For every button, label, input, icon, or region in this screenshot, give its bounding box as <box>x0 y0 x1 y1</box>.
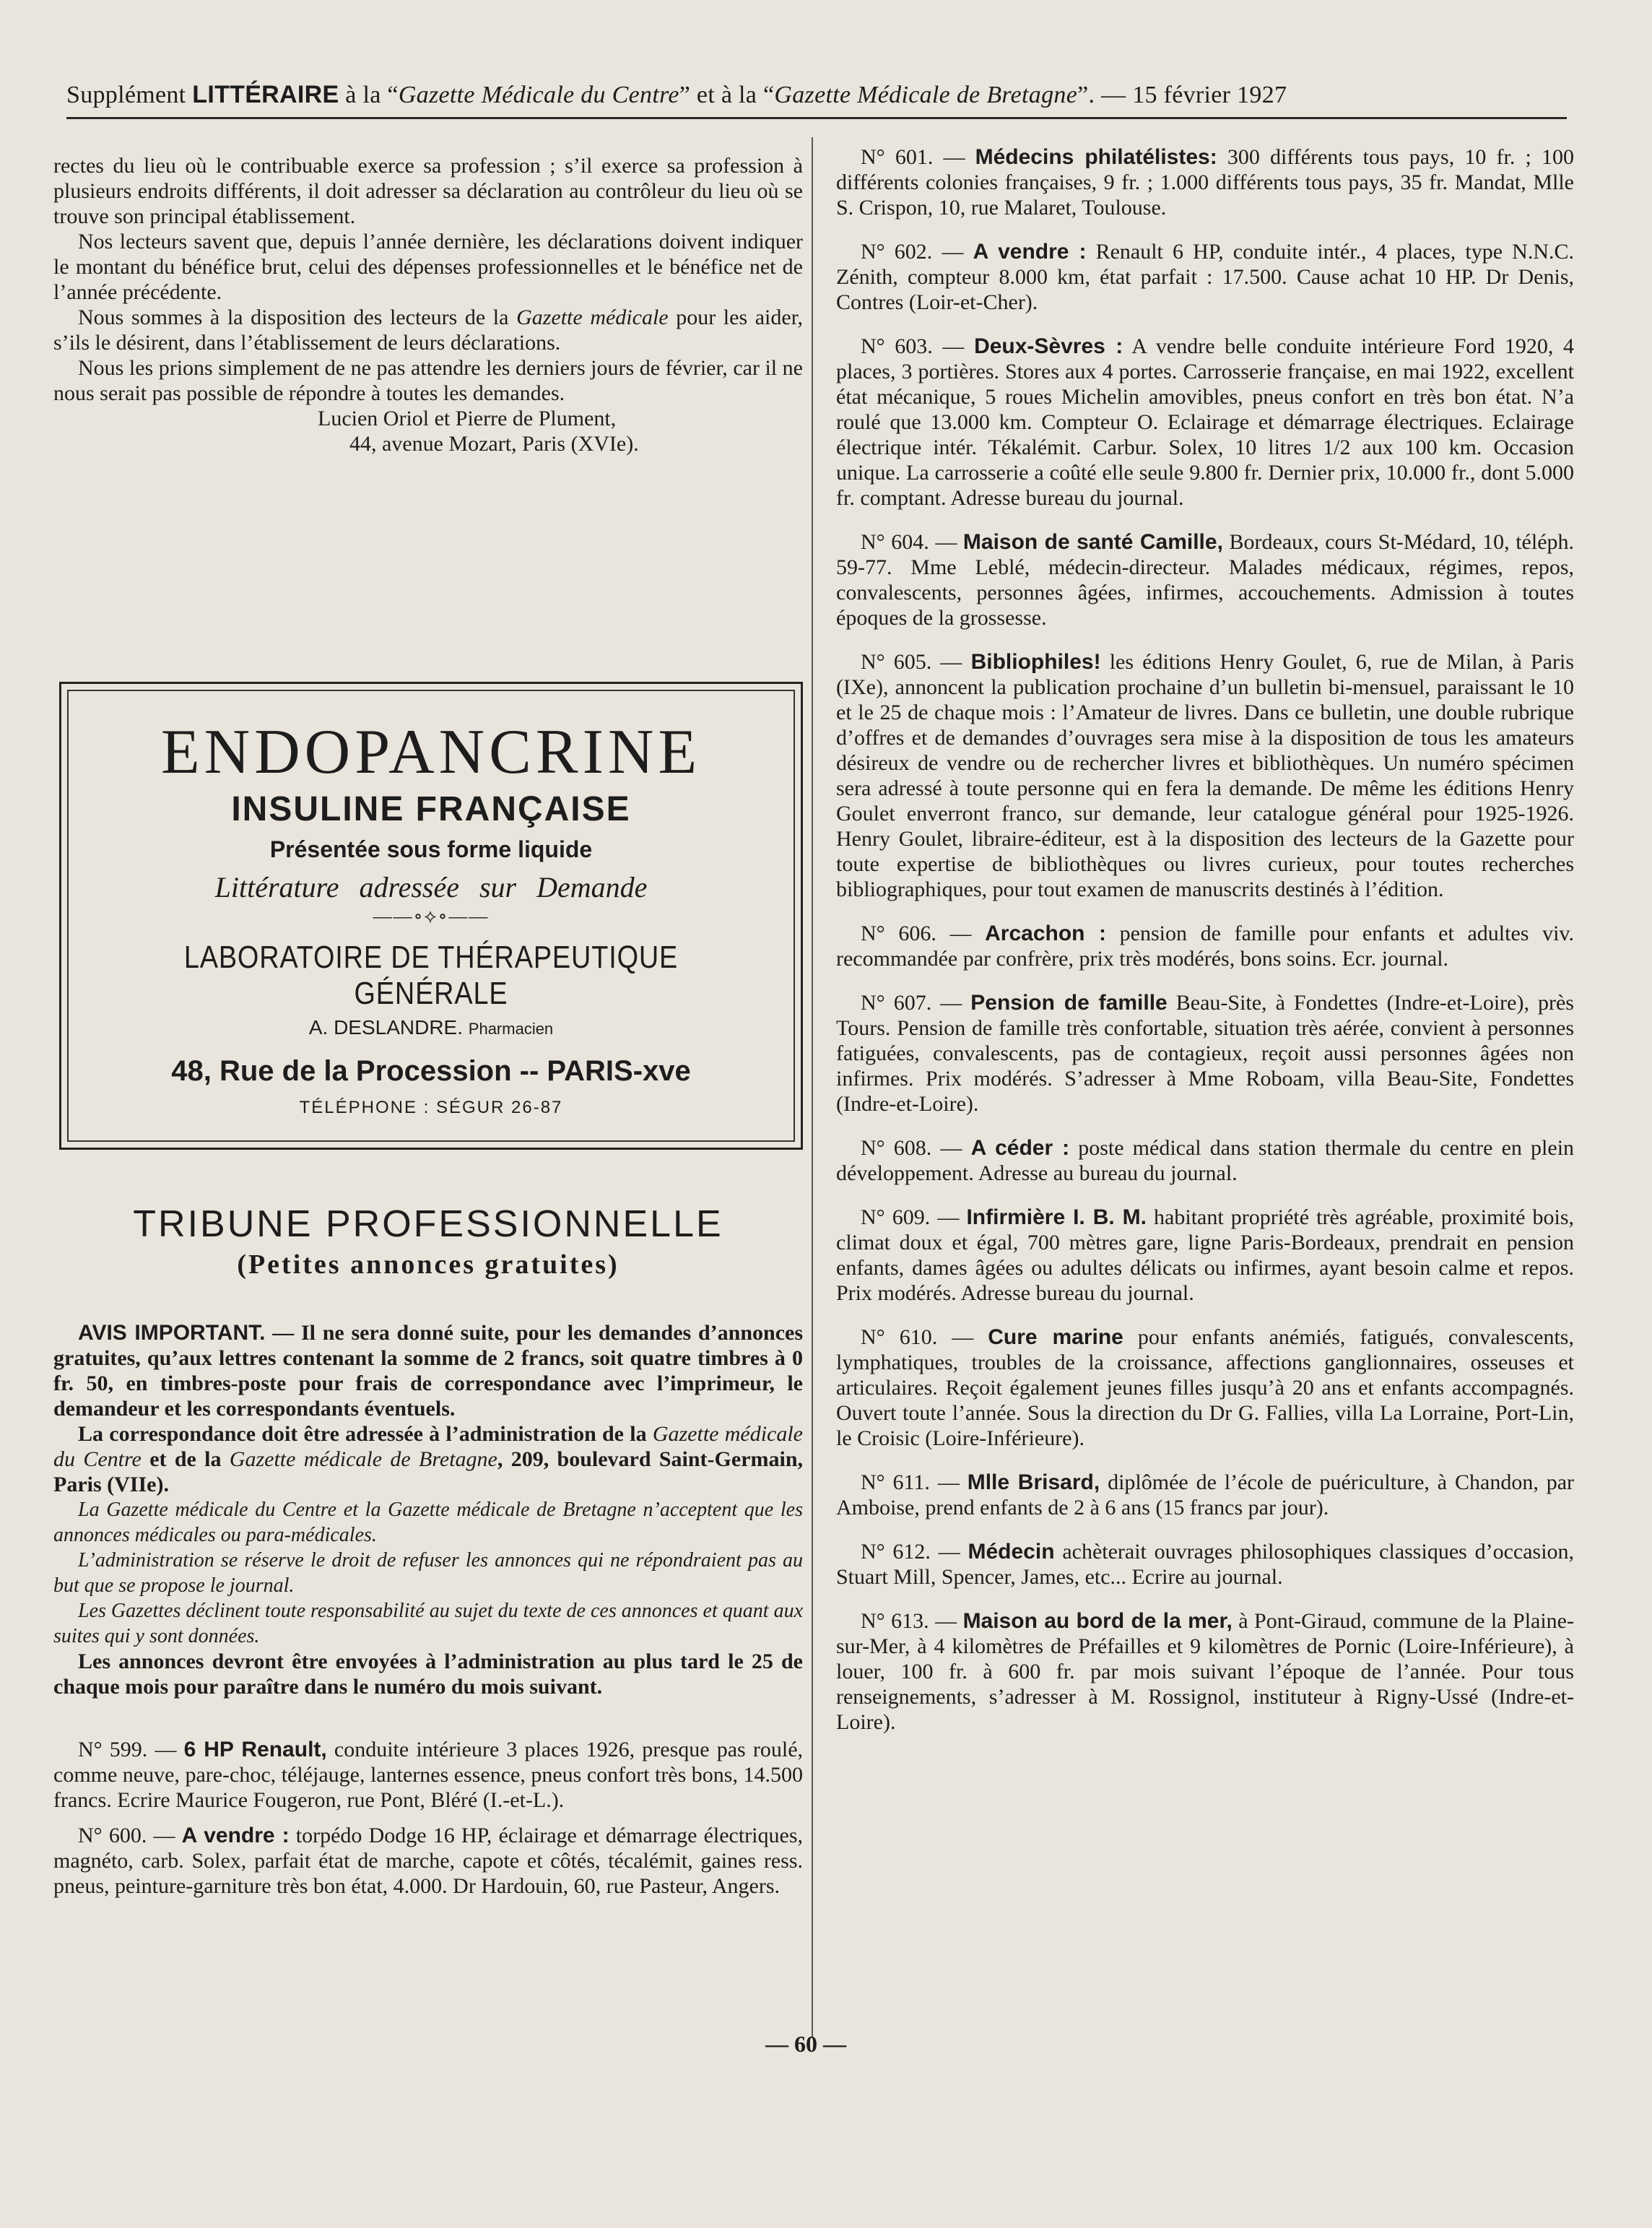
annonce-num: N° 607. — <box>861 991 962 1015</box>
avis-last: Les annonces devront être envoyées à l’administration au plus tard le 25 de chaque mois pour paraître dans le numéro du mois suivant. <box>53 1650 803 1699</box>
column-divider <box>812 137 813 2037</box>
ad-liquid: Présentée sous forme liquide <box>269 836 593 862</box>
ad-pharmacist-title: Pharmacien <box>468 1020 554 1038</box>
spacer <box>836 1590 1574 1608</box>
annonce-605 <box>836 649 1574 902</box>
ad-telephone: TÉLÉPHONE : SÉGUR 26-87 <box>299 1098 563 1117</box>
annonce-num: N° 603. — <box>861 334 965 358</box>
corr-i1: Gazette médicale du Centre <box>53 1422 803 1471</box>
header-pre: Supplément <box>66 82 186 108</box>
page-number: — 60 — <box>765 2031 846 2057</box>
header-date: ”. — 15 février 1927 <box>1077 82 1287 108</box>
running-header <box>66 81 1567 109</box>
intro-paragraph-2: Nos lecteurs savent que, depuis l’année dernière, les déclarations doivent indiquer le montant du bénéfice brut, celui des dépenses professionnelles et le bénéfice net de l’année précédente. <box>53 230 803 304</box>
spacer <box>836 511 1574 529</box>
right-column-annonces <box>836 144 1574 1735</box>
spacer <box>53 1813 803 1823</box>
annonce-num: N° 599. — <box>78 1738 177 1761</box>
annonce-612 <box>836 1539 1574 1590</box>
annonce-607 <box>836 990 1574 1117</box>
annonce-text: habitant propriété très agréable, proximité bois, climat doux et égal, 700 mètres gare, ligne Paris-Bordeaux, prendrait en pension enfants, dames âgées ou adultes délicats ou infirmes, ayant besoin calme et repos. Prix modérés. Adresse bureau du journal. <box>836 1205 1574 1305</box>
header-rule <box>66 117 1567 119</box>
annonce-num: N° 610. — <box>861 1325 974 1349</box>
annonce-title: Maison au bord de la mer, <box>962 1609 1233 1633</box>
avis-it2: L’administration se réserve le droit de refuser les annonces qui ne répondraient pas au but que se propose le journal. <box>53 1549 803 1597</box>
left-column-intro <box>53 153 803 456</box>
annonce-title: 6 HP Renault, <box>183 1738 327 1761</box>
annonce-text: pension de famille pour enfants et adultes viv. recommandée par confrère, prix très modérés, bons soins. Ecr. journal. <box>836 922 1574 971</box>
header-pub2: Gazette Médicale de Bretagne <box>774 82 1078 108</box>
tribune-subtitle: (Petites annonces gratuites) <box>237 1249 620 1280</box>
annonce-613 <box>836 1608 1574 1735</box>
left-column-annonces <box>53 1320 803 1899</box>
annonce-text: poste médical dans station thermale du centre en plein développement. Adresse au bureau du journal. <box>836 1136 1575 1185</box>
signature-line-2: 44, avenue Mozart, Paris (XVIe). <box>349 432 639 456</box>
annonce-text: Renault 6 HP, conduite intér., 4 places, type N.N.C. Zénith, compteur 8.000 km, état parfait : 17.500. Cause achat 10 HP. Dr Denis, Contres (Loir-et-Cher). <box>836 240 1575 314</box>
avis-important <box>53 1320 803 1421</box>
annonce-title: Mlle Brisard, <box>967 1470 1100 1494</box>
annonce-text: achèterait ouvrages philosophiques classiques d’occasion, Stuart Mill, Spencer, James, etc... Ecrire au journal. <box>836 1540 1575 1589</box>
annonce-title: Infirmière I. B. M. <box>966 1205 1147 1229</box>
annonce-602 <box>836 239 1574 315</box>
tribune-title: TRIBUNE PROFESSIONNELLE <box>133 1203 723 1245</box>
annonce-599 <box>53 1737 803 1813</box>
annonce-text: les éditions Henry Goulet, 6, rue de Milan, à Paris (IXe), annoncent la publication prochaine d’un bulletin bi-mensuel, paraissant le 10 et le 25 de chaque mois : l’Amateur de livres. Dans ce bulletin, une double rubrique d’offres et de demandes d’ouvrages sera mise à la disposition de tous les amateurs désireux de vendre ou de rechercher livres et bibliothèques. Un numéro spécimen sera adressé à toute personne qui en fera la demande. De même les éditions Henry Goulet enverront franco, sur demande, leur catalogue général pour 1925-1926. Henry Goulet, libraire-éditeur, est à la disposition des lecteurs de la Gazette pour toute expertise de bibliothèques ou livres curieux, pour toutes recherches bibliographiques, pour tout examen de manuscrits destinés à l’édition. <box>836 650 1574 901</box>
annonce-title: Bibliophiles! <box>970 650 1101 674</box>
annonce-606 <box>836 921 1574 971</box>
spacer <box>836 1117 1574 1135</box>
annonce-num: N° 612. — <box>861 1540 960 1564</box>
corr-c: , 209, boulevard Saint-Germain, Paris (VIIe). <box>53 1447 804 1496</box>
annonce-title: Maison de santé Camille, <box>962 530 1223 554</box>
header-pub1: Gazette Médicale du Centre <box>398 82 679 108</box>
spacer <box>836 1186 1574 1205</box>
annonce-text: conduite intérieure 3 places 1926, presque pas roulé, comme neuve, pare-choc, téléjauge, lanternes essence, pneus confort très bons, 14.500 francs. Ecrire Maurice Fougeron, rue Pont, Bléré (I.-et-L.). <box>53 1738 804 1812</box>
avis-it1: La Gazette médicale du Centre et la Gazette médicale de Bretagne n’acceptent que les annonces médicales ou para-médicales. <box>53 1499 803 1546</box>
annonce-num: N° 601. — <box>861 145 965 169</box>
avis-lead: AVIS IMPORTANT. <box>78 1321 266 1345</box>
avis-it3: Les Gazettes déclinent toute responsabilité au sujet du texte de ces annonces et quant aux suites qui y sont données. <box>53 1600 803 1647</box>
spacer <box>836 315 1574 334</box>
ad-subtitle: INSULINE FRANÇAISE <box>231 790 631 828</box>
ornament-icon: ——∘⟡∘—— <box>373 906 490 927</box>
p3-italic: Gazette médicale <box>516 305 669 329</box>
avis-text: — Il ne sera donné suite, pour les demandes d’annonces gratuites, qu’aux lettres contenant la somme de 2 francs, soit quatre timbres à 0 fr. 50, en timbres-poste pour frais de correspondance avec l’imprimeur, le demandeur et les correspondants éventuels. <box>53 1321 803 1421</box>
annonce-601 <box>836 144 1574 220</box>
annonce-num: N° 611. — <box>861 1470 960 1494</box>
corr-i2: Gazette médicale de Bretagne <box>229 1447 497 1471</box>
annonce-title: A vendre : <box>181 1824 290 1847</box>
annonce-title: Arcachon : <box>985 922 1106 945</box>
spacer <box>836 971 1574 990</box>
annonce-611 <box>836 1470 1574 1520</box>
annonce-title: A céder : <box>970 1136 1070 1160</box>
annonce-num: N° 605. — <box>861 650 962 674</box>
ad-laboratory: LABORATOIRE DE THÉRAPEUTIQUE GÉNÉRALE <box>183 940 679 1011</box>
annonce-num: N° 608. — <box>861 1136 962 1160</box>
avis-italic-2 <box>53 1548 803 1598</box>
annonce-text: 300 différents tous pays, 10 fr. ; 100 différents colonies françaises, 9 fr. ; 1.000 différents tous pays, 35 fr. Mandat, Mlle S. Crispon, 10, rue Malaret, Toulouse. <box>836 145 1574 220</box>
ad-title: ENDOPANCRINE <box>160 717 702 787</box>
annonce-title: Cure marine <box>988 1325 1123 1349</box>
spacer <box>836 630 1574 649</box>
annonce-num: N° 600. — <box>78 1824 175 1847</box>
spacer <box>836 220 1574 239</box>
intro-paragraph-4: Nous les prions simplement de ne pas attendre les derniers jours de février, car il ne nous serait pas possible de répondre à toutes les demandes. <box>53 356 803 405</box>
annonce-text: Bordeaux, cours St-Médard, 10, téléph. 59-77. Mme Leblé, médecin-directeur. Malades médicaux, régimes, repos, convalescents, personnes âgées, infirmes, accouchements. Admission à toutes époques de la grossesse. <box>836 530 1575 630</box>
p3-text-b: pour les aider, s’ils le désirent, dans l’établissement de leurs déclarations. <box>53 305 803 355</box>
annonce-609 <box>836 1205 1574 1306</box>
annonce-num: N° 602. — <box>861 240 964 264</box>
annonce-title: Pension de famille <box>970 991 1168 1015</box>
annonce-num: N° 604. — <box>861 530 957 554</box>
annonce-604 <box>836 529 1574 630</box>
annonce-text: diplômée de l’école de puériculture, à Chandon, par Amboise, prend enfants de 2 à 6 ans (15 francs par jour). <box>836 1470 1575 1520</box>
spacer <box>836 1451 1574 1470</box>
tribune-heading <box>53 1202 803 1280</box>
ad-pharmacist <box>69 1016 794 1039</box>
intro-paragraph-3 <box>53 305 803 355</box>
signature-line-1: Lucien Oriol et Pierre de Plument, <box>318 407 617 430</box>
annonce-text: A vendre belle conduite intérieure Ford 1920, 4 places, 3 portières. Stores aux 4 portes. Carrosserie française, en mai 1922, excellent état mécanique, 5 roues Michelin amovibles, pneus confort en très bon état. N’a roulé que 13.000 km. Compteur O. Eclairage et démarrage électriques. Eclairage électrique intér. Tékalémit. Carbur. Solex, 10 litres 1/2 aux 100 km. Occasion unique. La carrosserie a coûté elle seule 9.800 fr. Dernier prix, 10.000 fr., dont 5.000 fr. comptant. Adresse bureau du journal. <box>836 334 1575 510</box>
header-bold: LITTÉRAIRE <box>192 81 339 108</box>
ad-inner-border <box>67 690 795 1142</box>
annonce-title: Deux-Sèvres : <box>974 334 1123 358</box>
annonce-610 <box>836 1325 1574 1451</box>
annonce-num: N° 609. — <box>861 1205 960 1229</box>
annonce-title: Médecin <box>968 1540 1055 1564</box>
ad-address: 48, Rue de la Procession -- PARIS-xve <box>171 1055 691 1087</box>
avis-italic-3 <box>53 1598 803 1649</box>
endopancrine-advertisement <box>59 682 803 1150</box>
header-mid1: à la “ <box>345 82 399 108</box>
annonce-603 <box>836 334 1574 511</box>
header-mid2: ” et à la “ <box>679 82 775 108</box>
annonce-text: torpédo Dodge 16 HP, éclairage et démarrage électriques, magnéto, carb. Solex, parfait état de marche, capote et côtés, técalémit, gaines ress. pneus, peinture-garniture très bon état, 4.000. Dr Hardouin, 60, rue Pasteur, Angers. <box>53 1824 804 1898</box>
ad-pharmacist-name: A. DESLANDRE. <box>308 1016 463 1039</box>
annonce-text: à Pont-Giraud, commune de la Plaine-sur-Mer, à 4 kilomètres de Préfailles et 9 kilomètres de Pornic (Loire-Inférieure), à louer, 100 fr. à 600 fr. par mois suivant l’époque de l’année. Pour tous renseignements, s’adresser à M. Rossignol, instituteur à Rigny-Ussé (Indre-et-Loire). <box>836 1609 1574 1734</box>
annonce-608 <box>836 1135 1574 1186</box>
annonce-num: N° 606. — <box>861 922 972 945</box>
spacer <box>836 1306 1574 1325</box>
annonce-num: N° 613. — <box>861 1609 957 1633</box>
spacer <box>836 902 1574 921</box>
spacer <box>836 1520 1574 1539</box>
avis-correspondance <box>53 1421 803 1497</box>
annonce-text: Beau-Site, à Fondettes (Indre-et-Loire), près Tours. Pension de famille très confortable, situation très aérée, convient à personnes fatiguées, convalescents, pas de contagieux, reçoit aussi personnes âgées non infirmes. Prix modérés. S’adresser à Mme Roboam, villa Beau-Site, Fondettes (Indre-et-Loire). <box>836 991 1574 1116</box>
annonce-title: Médecins philatélistes: <box>975 145 1217 169</box>
corr-b: et de la <box>149 1447 222 1471</box>
spacer <box>53 1699 803 1737</box>
p3-text-a: Nous sommes à la disposition des lecteurs de la <box>78 305 509 329</box>
intro-paragraph-1: rectes du lieu où le contribuable exerce sa profession ; s’il exerce sa profession à plusieurs endroits différents, il doit adresser sa déclaration au contrôleur du lieu où se trouve son principal établissement. <box>53 154 803 228</box>
avis-italic-1 <box>53 1497 803 1548</box>
ad-literature: Littérature adressée sur Demande <box>214 871 648 903</box>
annonce-text: pour enfants anémiés, fatigués, convalescents, lymphatiques, troubles de la croissance, affections ganglionnaires, osseuses et articulaires. Reçoit également jeunes filles jusqu’à 20 ans et enfants accompagnés. Ouvert toute l’année. Sous la direction du Dr G. Fallies, villa La Lorraine, Port-Lin, le Croisic (Loire-Inférieure). <box>836 1325 1574 1450</box>
corr-a: La correspondance doit être adressée à l’administration de la <box>78 1422 647 1446</box>
annonce-600 <box>53 1823 803 1899</box>
annonce-title: A vendre : <box>973 240 1087 264</box>
